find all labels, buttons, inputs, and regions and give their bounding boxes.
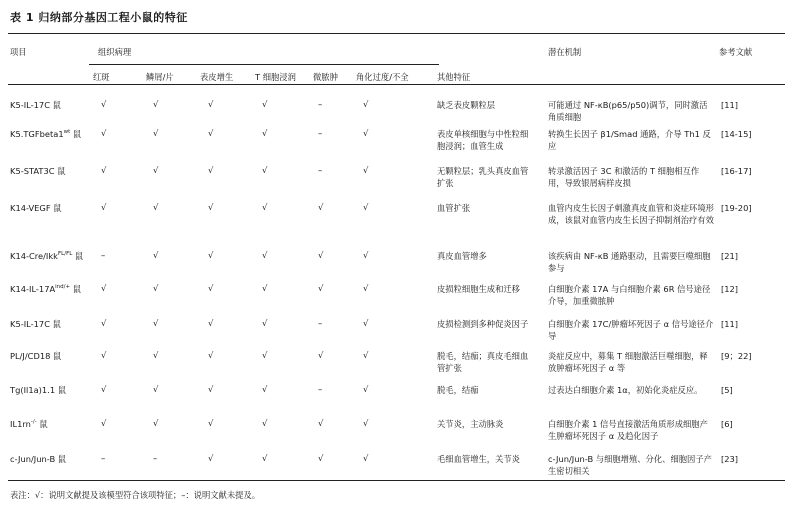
- row-name-text: K14-Cre/Ikk: [10, 251, 58, 261]
- row-mark: √: [262, 419, 268, 429]
- subheader-microabscess: 微脓肿: [313, 72, 338, 82]
- row-name: [10, 99, 61, 111]
- row-mark: √: [363, 351, 369, 361]
- row-reference: [11]: [721, 319, 739, 329]
- subheader-other: 其他特征: [437, 72, 471, 82]
- subheader-rule: [89, 64, 439, 65]
- row-mark: √: [208, 319, 214, 329]
- row-mechanism: 过表达白细胞介素 1α，初始化炎症反应。: [548, 385, 703, 395]
- row-mark: √: [101, 129, 107, 139]
- row-other-features: 皮损粒细胞生成和迁移: [437, 284, 520, 294]
- row-mark: √: [318, 454, 324, 464]
- row-mark: √: [262, 100, 268, 110]
- bottom-rule: [8, 480, 785, 481]
- row-other-features: 血管扩张: [437, 203, 471, 213]
- row-mark: –: [101, 251, 106, 261]
- row-mark: √: [262, 454, 268, 464]
- row-mechanism: 转换生长因子 β1/Smad 通路，介导 Th1 反应: [548, 129, 711, 151]
- row-mark: √: [363, 129, 369, 139]
- row-mark: √: [262, 284, 268, 294]
- row-mark: √: [208, 351, 214, 361]
- row-mark: √: [363, 284, 369, 294]
- row-mark: √: [318, 284, 324, 294]
- row-mark: √: [262, 203, 268, 213]
- row-mark: √: [101, 100, 107, 110]
- row-mark: √: [101, 419, 107, 429]
- row-mark: √: [208, 454, 214, 464]
- row-mark: √: [318, 351, 324, 361]
- row-mark: √: [363, 100, 369, 110]
- row-mark: √: [363, 385, 369, 395]
- row-reference: [21]: [721, 251, 739, 261]
- row-mark: √: [153, 203, 159, 213]
- row-reference: [19-20]: [721, 203, 752, 213]
- row-mark: √: [208, 385, 214, 395]
- row-mark: √: [262, 319, 268, 329]
- row-mechanism: 可能通过 NF-κB(p65/p50)调节，同时激活角质细胞: [548, 100, 708, 122]
- row-other-features: 表皮单核细胞与中性粒细胞浸润；血管生成: [437, 129, 529, 151]
- row-other-features: 关节炎，主动脉炎: [437, 419, 504, 429]
- row-reference: [14-15]: [721, 129, 752, 139]
- row-reference: [23]: [721, 454, 739, 464]
- row-name-text: K5.TGFbeta1: [10, 129, 64, 139]
- row-other-features: 脱毛，结痂；真皮毛细血管扩张: [437, 351, 529, 373]
- row-reference: [5]: [721, 385, 733, 395]
- row-mark: √: [153, 419, 159, 429]
- row-other-features: 毛细血管增生，关节炎: [437, 454, 520, 464]
- row-other-features: 无颗粒层；乳头真皮血管扩张: [437, 166, 529, 188]
- row-name-superscript: FL/FL: [57, 251, 73, 257]
- row-mark: √: [363, 454, 369, 464]
- row-mark: √: [208, 419, 214, 429]
- row-mechanism: 白细胞介素 17C/肿瘤坏死因子 α 信号途径介导: [548, 319, 714, 341]
- row-mark: √: [208, 100, 214, 110]
- row-mark: √: [208, 129, 214, 139]
- row-mark: √: [101, 166, 107, 176]
- row-name: [10, 283, 81, 295]
- row-name: [10, 165, 66, 177]
- row-mark: –: [318, 166, 323, 176]
- row-mechanism: 转录激活因子 3C 和激活的 T 细胞相互作用，导致银屑病样皮损: [548, 166, 700, 188]
- row-mark: √: [208, 203, 214, 213]
- subheader-tcell: T 细胞浸润: [255, 72, 296, 82]
- row-mark: –: [318, 100, 323, 110]
- header-reference: 参考文献: [719, 47, 753, 57]
- row-name-text: K14-VEGF 鼠: [10, 203, 62, 213]
- row-name-text: IL1rn: [10, 419, 31, 429]
- row-other-features: 皮损检测到多种促炎因子: [437, 319, 529, 329]
- row-name: [10, 418, 48, 430]
- row-reference: [12]: [721, 284, 739, 294]
- row-other-features: 真皮血管增多: [437, 251, 487, 261]
- row-mark: √: [318, 251, 324, 261]
- header-pathology: 组织病理: [98, 47, 132, 57]
- top-rule: [8, 33, 785, 34]
- row-reference: [16-17]: [721, 166, 752, 176]
- row-mechanism: 炎症反应中，募集 T 细胞激活巨噬细胞，释放肿瘤坏死因子 α 等: [548, 351, 708, 373]
- row-name-text: K5-STAT3C 鼠: [10, 166, 66, 176]
- row-mark: √: [101, 203, 107, 213]
- row-mark: √: [101, 351, 107, 361]
- row-mechanism: 血管内皮生长因子刺激真皮血管和炎症环境形成，该鼠对血管内皮生长因子抑制剂治疗有效: [548, 203, 714, 225]
- header-project: 项目: [10, 47, 27, 57]
- subheader-erythema: 红斑: [93, 72, 110, 82]
- row-mark: √: [101, 385, 107, 395]
- row-mark: √: [363, 319, 369, 329]
- row-name-suffix: 鼠: [36, 419, 48, 429]
- row-mark: √: [363, 166, 369, 176]
- row-mark: √: [208, 284, 214, 294]
- row-reference: [6]: [721, 419, 733, 429]
- row-mark: √: [153, 251, 159, 261]
- row-name-text: K5-IL-17C 鼠: [10, 100, 61, 110]
- row-mark: √: [101, 284, 107, 294]
- row-name-suffix: 鼠: [70, 129, 82, 139]
- row-mark: √: [208, 166, 214, 176]
- subheader-keratosis: 角化过度/不全: [356, 72, 409, 82]
- row-name: [10, 350, 61, 362]
- row-name: [10, 202, 62, 214]
- header-mechanism: 潜在机制: [548, 47, 582, 57]
- row-mark: √: [363, 203, 369, 213]
- row-mechanism: 白细胞介素 17A 与白细胞介素 6R 信号途径介导，加重微脓肿: [548, 284, 711, 306]
- table-footnote: 表注：√：说明文献提及该模型符合该项特征；–：说明文献未提及。: [10, 490, 261, 500]
- row-name-superscript: -/-: [30, 419, 37, 425]
- row-mark: √: [153, 385, 159, 395]
- row-mark: √: [363, 419, 369, 429]
- row-mark: √: [153, 284, 159, 294]
- row-name-suffix: 鼠: [70, 284, 82, 294]
- row-mark: √: [318, 419, 324, 429]
- row-mark: √: [153, 129, 159, 139]
- row-mark: √: [262, 251, 268, 261]
- row-mechanism: 白细胞介素 1 信号直接激活角质形成细胞产生肿瘤坏死因子 α 及趋化因子: [548, 419, 708, 441]
- row-other-features: 缺乏表皮颗粒层: [437, 100, 496, 110]
- row-mark: √: [101, 319, 107, 329]
- row-mark: √: [153, 166, 159, 176]
- row-name: [10, 318, 61, 330]
- row-mark: –: [318, 385, 323, 395]
- row-name-text: c-Jun/Jun-B 鼠: [10, 454, 67, 464]
- row-mark: √: [262, 351, 268, 361]
- row-mark: √: [262, 129, 268, 139]
- row-mark: √: [153, 351, 159, 361]
- row-name-text: K14-IL-17A: [10, 284, 56, 294]
- row-reference: [9；22]: [721, 351, 752, 361]
- row-name-superscript: wt: [63, 129, 71, 135]
- row-reference: [11]: [721, 100, 739, 110]
- row-mark: –: [101, 454, 106, 464]
- row-name-suffix: 鼠: [72, 251, 84, 261]
- row-name: [10, 453, 66, 465]
- row-mark: √: [262, 385, 268, 395]
- header-bottom-rule: [8, 84, 785, 85]
- row-name-text: PL/J/CD18 鼠: [10, 351, 62, 361]
- row-mark: –: [153, 454, 158, 464]
- row-mark: –: [318, 319, 323, 329]
- row-mechanism: c-Jun/Jun-B 与细胞增殖、分化、细胞因子产生密切相关: [548, 454, 712, 476]
- subheader-hyperplasia: 表皮增生: [200, 72, 234, 82]
- table-title: 表 1 归纳部分基因工程小鼠的特征: [10, 11, 188, 24]
- row-name-text: K5-IL-17C 鼠: [10, 319, 61, 329]
- row-mechanism: 该疾病由 NF-κB 通路驱动，且需要巨噬细胞参与: [548, 251, 711, 273]
- row-mark: √: [153, 319, 159, 329]
- row-mark: √: [153, 100, 159, 110]
- row-name: [10, 250, 83, 262]
- row-name: [10, 384, 66, 396]
- row-other-features: 脱毛，结痂: [437, 385, 479, 395]
- row-mark: –: [318, 129, 323, 139]
- row-mark: √: [262, 166, 268, 176]
- row-name-text: Tg(Il1a)1.1 鼠: [10, 385, 67, 395]
- subheader-scale: 鳞屑/片: [146, 72, 174, 82]
- row-mark: √: [363, 251, 369, 261]
- row-name: [10, 128, 81, 140]
- row-name-superscript: ind/+: [55, 284, 71, 290]
- row-mark: √: [208, 251, 214, 261]
- row-mark: √: [318, 203, 324, 213]
